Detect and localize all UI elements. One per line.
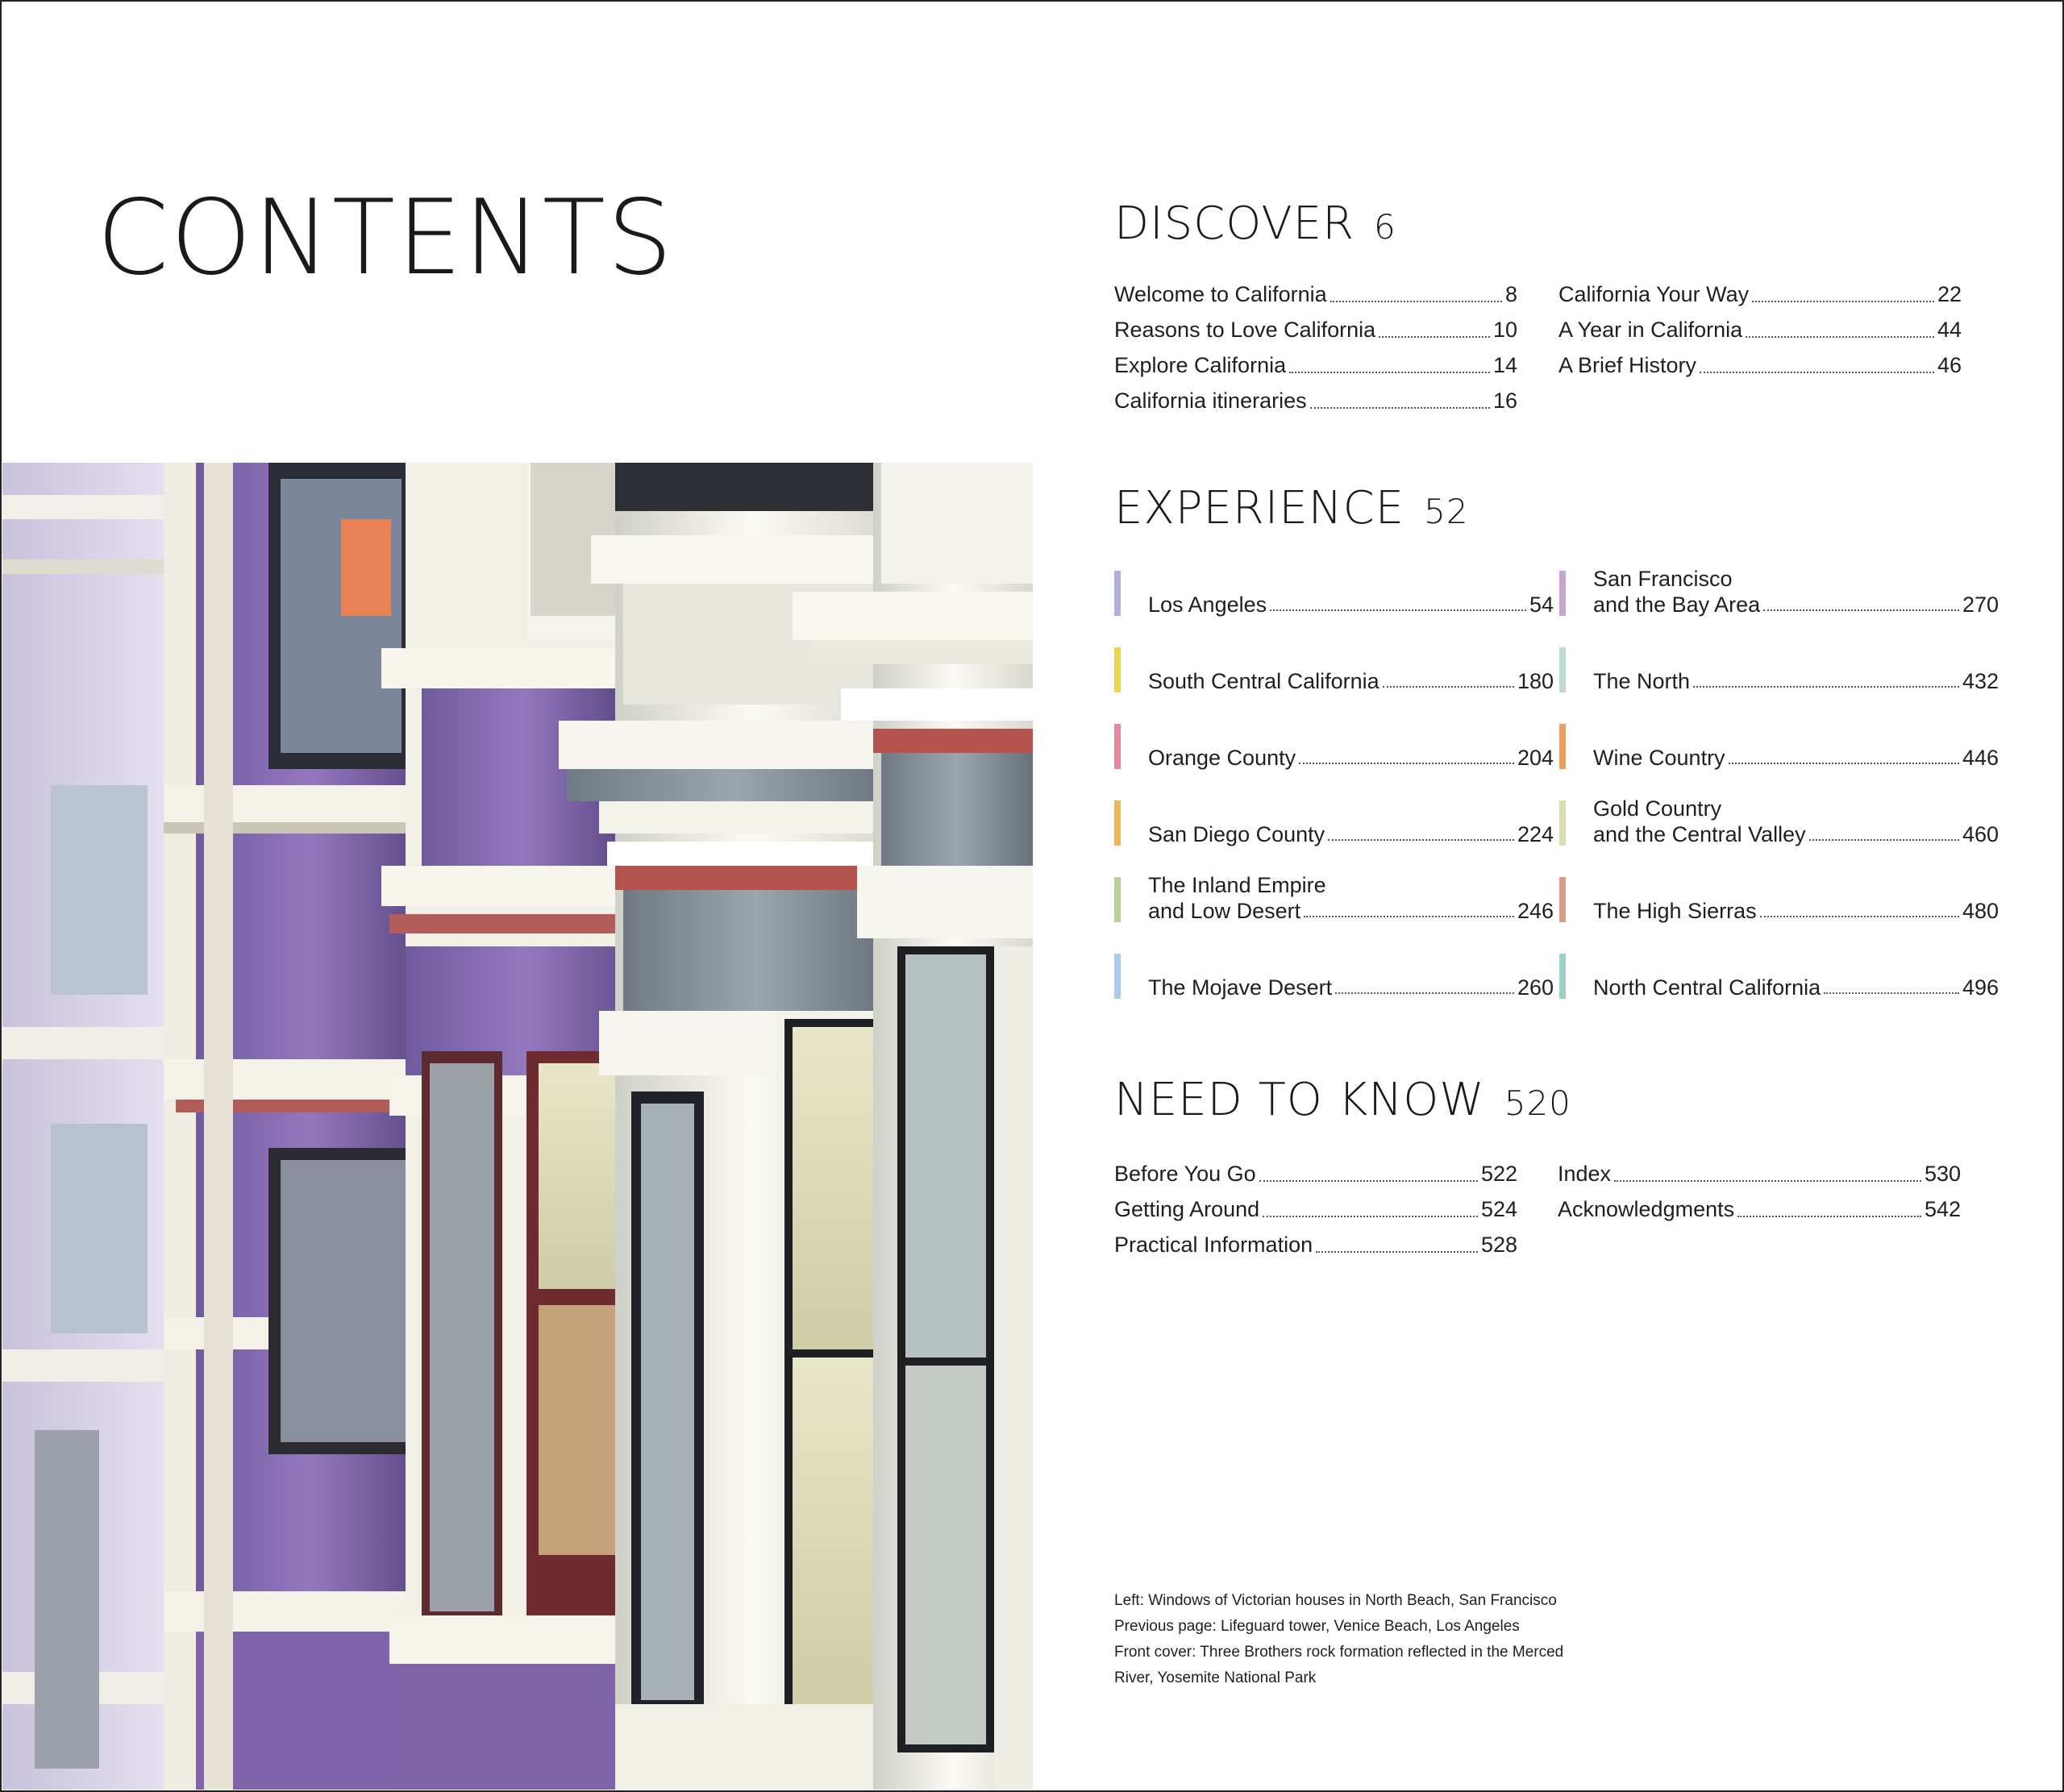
- region-name-line1: Gold Country: [1593, 796, 1722, 821]
- region-entry[interactable]: [1559, 877, 1999, 935]
- section-page-number: 52: [1424, 492, 1469, 531]
- region-entry[interactable]: [1559, 724, 1999, 782]
- region-entry[interactable]: [1559, 796, 1999, 859]
- region-color-bar: [1114, 647, 1121, 692]
- region-page-number: 496: [1962, 975, 1999, 1000]
- region-name: North Central California: [1593, 975, 1821, 1000]
- caption-line: Front cover: Three Brothers rock formation reflected in the Merced: [1114, 1644, 1564, 1661]
- region-page-number: 204: [1517, 746, 1554, 770]
- region-color-bar: [1559, 724, 1566, 769]
- region-name-line1: San Francisco: [1593, 567, 1733, 591]
- region-entry[interactable]: [1114, 954, 1554, 1012]
- caption-line: Left: Windows of Victorian houses in North Beach, San Francisco: [1114, 1592, 1557, 1609]
- region-entry[interactable]: [1559, 567, 1999, 629]
- need-to-know-right-list: [1558, 1156, 1961, 1227]
- region-color-bar: [1114, 877, 1121, 922]
- region-name: Los Angeles: [1148, 592, 1267, 617]
- section-discover-title: [1114, 197, 1396, 250]
- caption-line: River, Yosemite National Park: [1114, 1669, 1317, 1686]
- region-color-bar: [1114, 954, 1121, 999]
- region-page-number: 54: [1529, 592, 1554, 617]
- toc-entry[interactable]: California Your Way 22: [1558, 282, 1962, 306]
- region-name: South Central California: [1148, 669, 1379, 693]
- toc-entry[interactable]: Welcome to California 8: [1114, 282, 1517, 306]
- region-color-bar: [1559, 954, 1566, 999]
- region-page-number: 460: [1962, 822, 1999, 846]
- region-page-number: 270: [1962, 592, 1999, 617]
- region-entry[interactable]: [1114, 800, 1554, 859]
- discover-right-list: [1558, 276, 1962, 383]
- region-page-number: 260: [1517, 975, 1554, 1000]
- victorian-houses-photo: [2, 463, 1033, 1790]
- section-need-to-know-title: [1114, 1074, 1571, 1126]
- region-color-bar: [1114, 800, 1121, 846]
- region-color-bar: [1114, 571, 1121, 616]
- need-to-know-left-list: [1114, 1156, 1517, 1262]
- region-entry[interactable]: [1559, 954, 1999, 1012]
- section-title-text: DISCOVER: [1114, 197, 1354, 250]
- region-entry[interactable]: [1114, 724, 1554, 782]
- toc-entry[interactable]: A Year in California 44: [1558, 318, 1962, 342]
- region-entry[interactable]: [1114, 647, 1554, 705]
- toc-entry[interactable]: Getting Around 524: [1114, 1197, 1517, 1221]
- region-color-bar: [1559, 877, 1566, 922]
- region-page-number: 480: [1962, 899, 1999, 923]
- region-name: The Mojave Desert: [1148, 975, 1333, 1000]
- region-color-bar: [1559, 647, 1566, 692]
- region-name: Wine Country: [1593, 746, 1725, 770]
- discover-left-list: [1114, 276, 1517, 418]
- region-name: and Low Desert: [1148, 899, 1301, 923]
- region-color-bar: [1114, 724, 1121, 769]
- toc-entry[interactable]: Index 530: [1558, 1162, 1961, 1186]
- region-entry[interactable]: [1114, 873, 1554, 935]
- region-name: San Diego County: [1148, 822, 1325, 846]
- region-page-number: 246: [1517, 899, 1554, 923]
- region-page-number: 180: [1517, 669, 1554, 693]
- section-title-text: NEED TO KNOW: [1114, 1074, 1485, 1126]
- caption-line: Previous page: Lifeguard tower, Venice Beach, Los Angeles: [1114, 1618, 1520, 1635]
- toc-entry[interactable]: A Brief History 46: [1558, 353, 1962, 377]
- toc-entry[interactable]: California itineraries 16: [1114, 389, 1517, 413]
- region-name: The North: [1593, 669, 1691, 693]
- region-entry[interactable]: [1114, 571, 1554, 629]
- region-page-number: 224: [1517, 822, 1554, 846]
- region-entry[interactable]: [1559, 647, 1999, 705]
- region-name: Orange County: [1148, 746, 1296, 770]
- section-experience-title: [1114, 482, 1469, 534]
- toc-entry[interactable]: Before You Go 522: [1114, 1162, 1517, 1186]
- region-color-bar: [1559, 571, 1566, 616]
- section-page-number: 520: [1504, 1083, 1571, 1123]
- section-title-text: EXPERIENCE: [1114, 482, 1405, 534]
- toc-entry[interactable]: Reasons to Love California 10: [1114, 318, 1517, 342]
- section-page-number: 6: [1373, 207, 1396, 247]
- page-title: CONTENTS: [97, 178, 675, 298]
- region-name: and the Bay Area: [1593, 592, 1761, 617]
- photo-captions: [1114, 1588, 1630, 1691]
- region-color-bar: [1559, 800, 1566, 846]
- region-name-line1: The Inland Empire: [1148, 873, 1326, 897]
- region-page-number: 432: [1962, 669, 1999, 693]
- region-page-number: 446: [1962, 746, 1999, 770]
- toc-entry[interactable]: Practical Information 528: [1114, 1233, 1517, 1257]
- region-name: The High Sierras: [1593, 899, 1757, 923]
- region-name: and the Central Valley: [1593, 822, 1806, 846]
- toc-entry[interactable]: Acknowledgments 542: [1558, 1197, 1961, 1221]
- toc-entry[interactable]: Explore California 14: [1114, 353, 1517, 377]
